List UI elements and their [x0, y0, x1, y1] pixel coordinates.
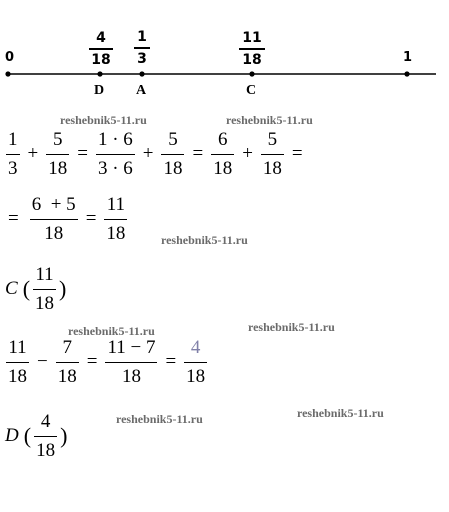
denominator: 3 — [137, 50, 147, 67]
point-c-dot — [249, 71, 254, 76]
point-d-coordinate — [5, 412, 67, 460]
point-letter: C — [5, 278, 18, 299]
plus-sign: + — [27, 143, 39, 164]
equation-line-2 — [3, 195, 130, 243]
fraction: $\frac{5}{18}$ — [48, 129, 68, 179]
numerator: 1 — [137, 29, 147, 45]
denominator: 18 — [242, 51, 262, 68]
one-label: 1 — [403, 50, 413, 65]
point-c-coordinate — [5, 265, 66, 313]
watermark: reshebnik5-11.ru — [297, 406, 384, 420]
fraction: $\frac{11}{18}$ — [106, 194, 126, 244]
fraction: $\frac{11}{18}$ — [35, 264, 55, 314]
origin-point — [5, 71, 10, 76]
open-paren: ( — [23, 423, 32, 448]
close-paren: ) — [59, 276, 67, 301]
equals-sign: = — [77, 143, 88, 164]
fraction: $\frac{11 - 7}{18}$ — [107, 337, 156, 387]
point-d-dot — [97, 71, 102, 76]
fraction: $\frac{1 \cdot 6}{3 \cdot 6}$ — [97, 129, 133, 179]
point-d-label: D — [94, 83, 105, 98]
open-paren: ( — [22, 276, 31, 301]
equals-sign: = — [291, 143, 303, 164]
point-a-dot — [139, 71, 144, 76]
point-a-label: A — [136, 83, 147, 98]
point-c-label: C — [246, 83, 257, 98]
fraction: $\frac{11}{18}$ — [8, 337, 27, 387]
fraction: $\frac{6 + 5}{18}$ — [31, 194, 76, 244]
equals-sign: = — [192, 143, 204, 164]
fraction: $\frac{5}{18}$ — [262, 129, 282, 179]
watermark: reshebnik5-11.ru — [68, 324, 155, 338]
watermark: reshebnik5-11.ru — [226, 113, 313, 127]
equals-sign: = — [86, 351, 98, 372]
fraction: $\frac{4}{18}$ — [36, 411, 56, 461]
close-paren: ) — [60, 423, 68, 448]
plus-sign: + — [142, 143, 154, 164]
fraction-4-18 — [89, 30, 113, 68]
equation-line-1 — [3, 130, 308, 178]
fraction: $\frac{4}{18}$ — [186, 337, 206, 387]
equals-sign: = — [8, 208, 19, 229]
numerator: 11 — [242, 30, 262, 46]
fraction: $\frac{6}{18}$ — [213, 129, 233, 179]
plus-sign: + — [242, 143, 253, 164]
denominator: 18 — [91, 51, 111, 68]
watermark: reshebnik5-11.ru — [248, 320, 335, 334]
equation-line-3 — [3, 338, 210, 386]
watermark: reshebnik5-11.ru — [161, 233, 248, 247]
minus-sign: − — [37, 351, 48, 372]
fraction-1-3 — [134, 29, 150, 67]
point-letter: D — [5, 425, 19, 446]
point-one-dot — [404, 71, 409, 76]
number-line-axis — [0, 0, 449, 100]
fraction: $\frac{1}{3}$ — [8, 129, 18, 179]
zero-label: 0 — [5, 50, 15, 65]
numerator: 4 — [96, 30, 106, 46]
watermark: reshebnik5-11.ru — [116, 412, 203, 426]
equals-sign: = — [165, 351, 177, 372]
fraction-11-18 — [239, 30, 265, 68]
fraction: $\frac{7}{18}$ — [57, 337, 77, 387]
equals-sign: = — [85, 208, 97, 229]
watermark: reshebnik5-11.ru — [60, 113, 147, 127]
fraction: $\frac{5}{18}$ — [163, 129, 183, 179]
